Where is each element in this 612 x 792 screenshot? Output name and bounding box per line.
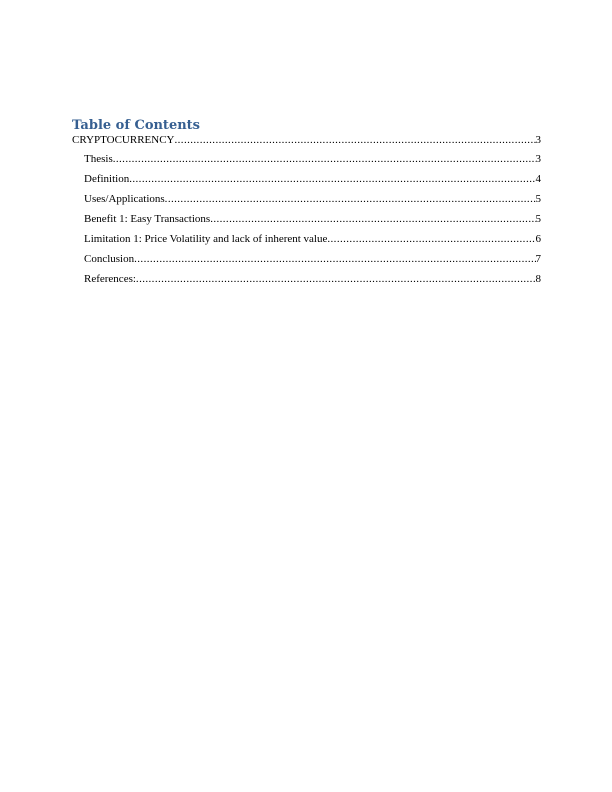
toc-entry-limitation-1[interactable] — [72, 233, 541, 246]
toc-entry-benefit-1[interactable] — [72, 213, 541, 226]
toc-entry-title: Thesis — [84, 153, 113, 165]
toc-entry-cryptocurrency[interactable] — [72, 134, 541, 147]
table-of-contents — [72, 117, 541, 293]
toc-entry-page-number: 3 — [535, 153, 541, 165]
toc-entry-page-number: 3 — [535, 134, 541, 146]
toc-dot-leader — [129, 173, 535, 186]
toc-entry-title: CRYPTOCURRENCY — [72, 134, 175, 146]
toc-entry-page-number: 5 — [535, 213, 541, 225]
toc-entry-thesis[interactable] — [72, 153, 541, 166]
toc-entry-title: Conclusion — [84, 253, 135, 265]
toc-entry-title: Limitation 1: Price Volatility and lack of inherent value — [84, 233, 328, 245]
toc-dot-leader — [210, 213, 535, 226]
toc-dot-leader — [175, 134, 536, 147]
toc-entry-page-number: 7 — [535, 253, 541, 265]
toc-list — [72, 134, 541, 286]
toc-dot-leader — [136, 273, 536, 286]
toc-heading: Table of Contents — [72, 118, 200, 133]
toc-entry-title: References: — [84, 273, 136, 285]
toc-dot-leader — [327, 233, 535, 246]
toc-entry-uses-applications[interactable] — [72, 193, 541, 206]
toc-entry-page-number: 8 — [535, 273, 541, 285]
toc-entry-definition[interactable] — [72, 173, 541, 186]
toc-entry-conclusion[interactable] — [72, 253, 541, 266]
toc-entry-title: Definition — [84, 173, 130, 185]
toc-dot-leader — [134, 253, 535, 266]
toc-entry-page-number: 6 — [535, 233, 541, 245]
toc-dot-leader — [113, 153, 536, 166]
toc-entry-title: Uses/Applications — [84, 193, 165, 205]
toc-dot-leader — [165, 193, 536, 206]
toc-entry-references[interactable] — [72, 273, 541, 286]
toc-entry-page-number: 5 — [535, 193, 541, 205]
toc-entry-title: Benefit 1: Easy Transactions — [84, 213, 211, 225]
toc-entry-page-number: 4 — [535, 173, 541, 185]
